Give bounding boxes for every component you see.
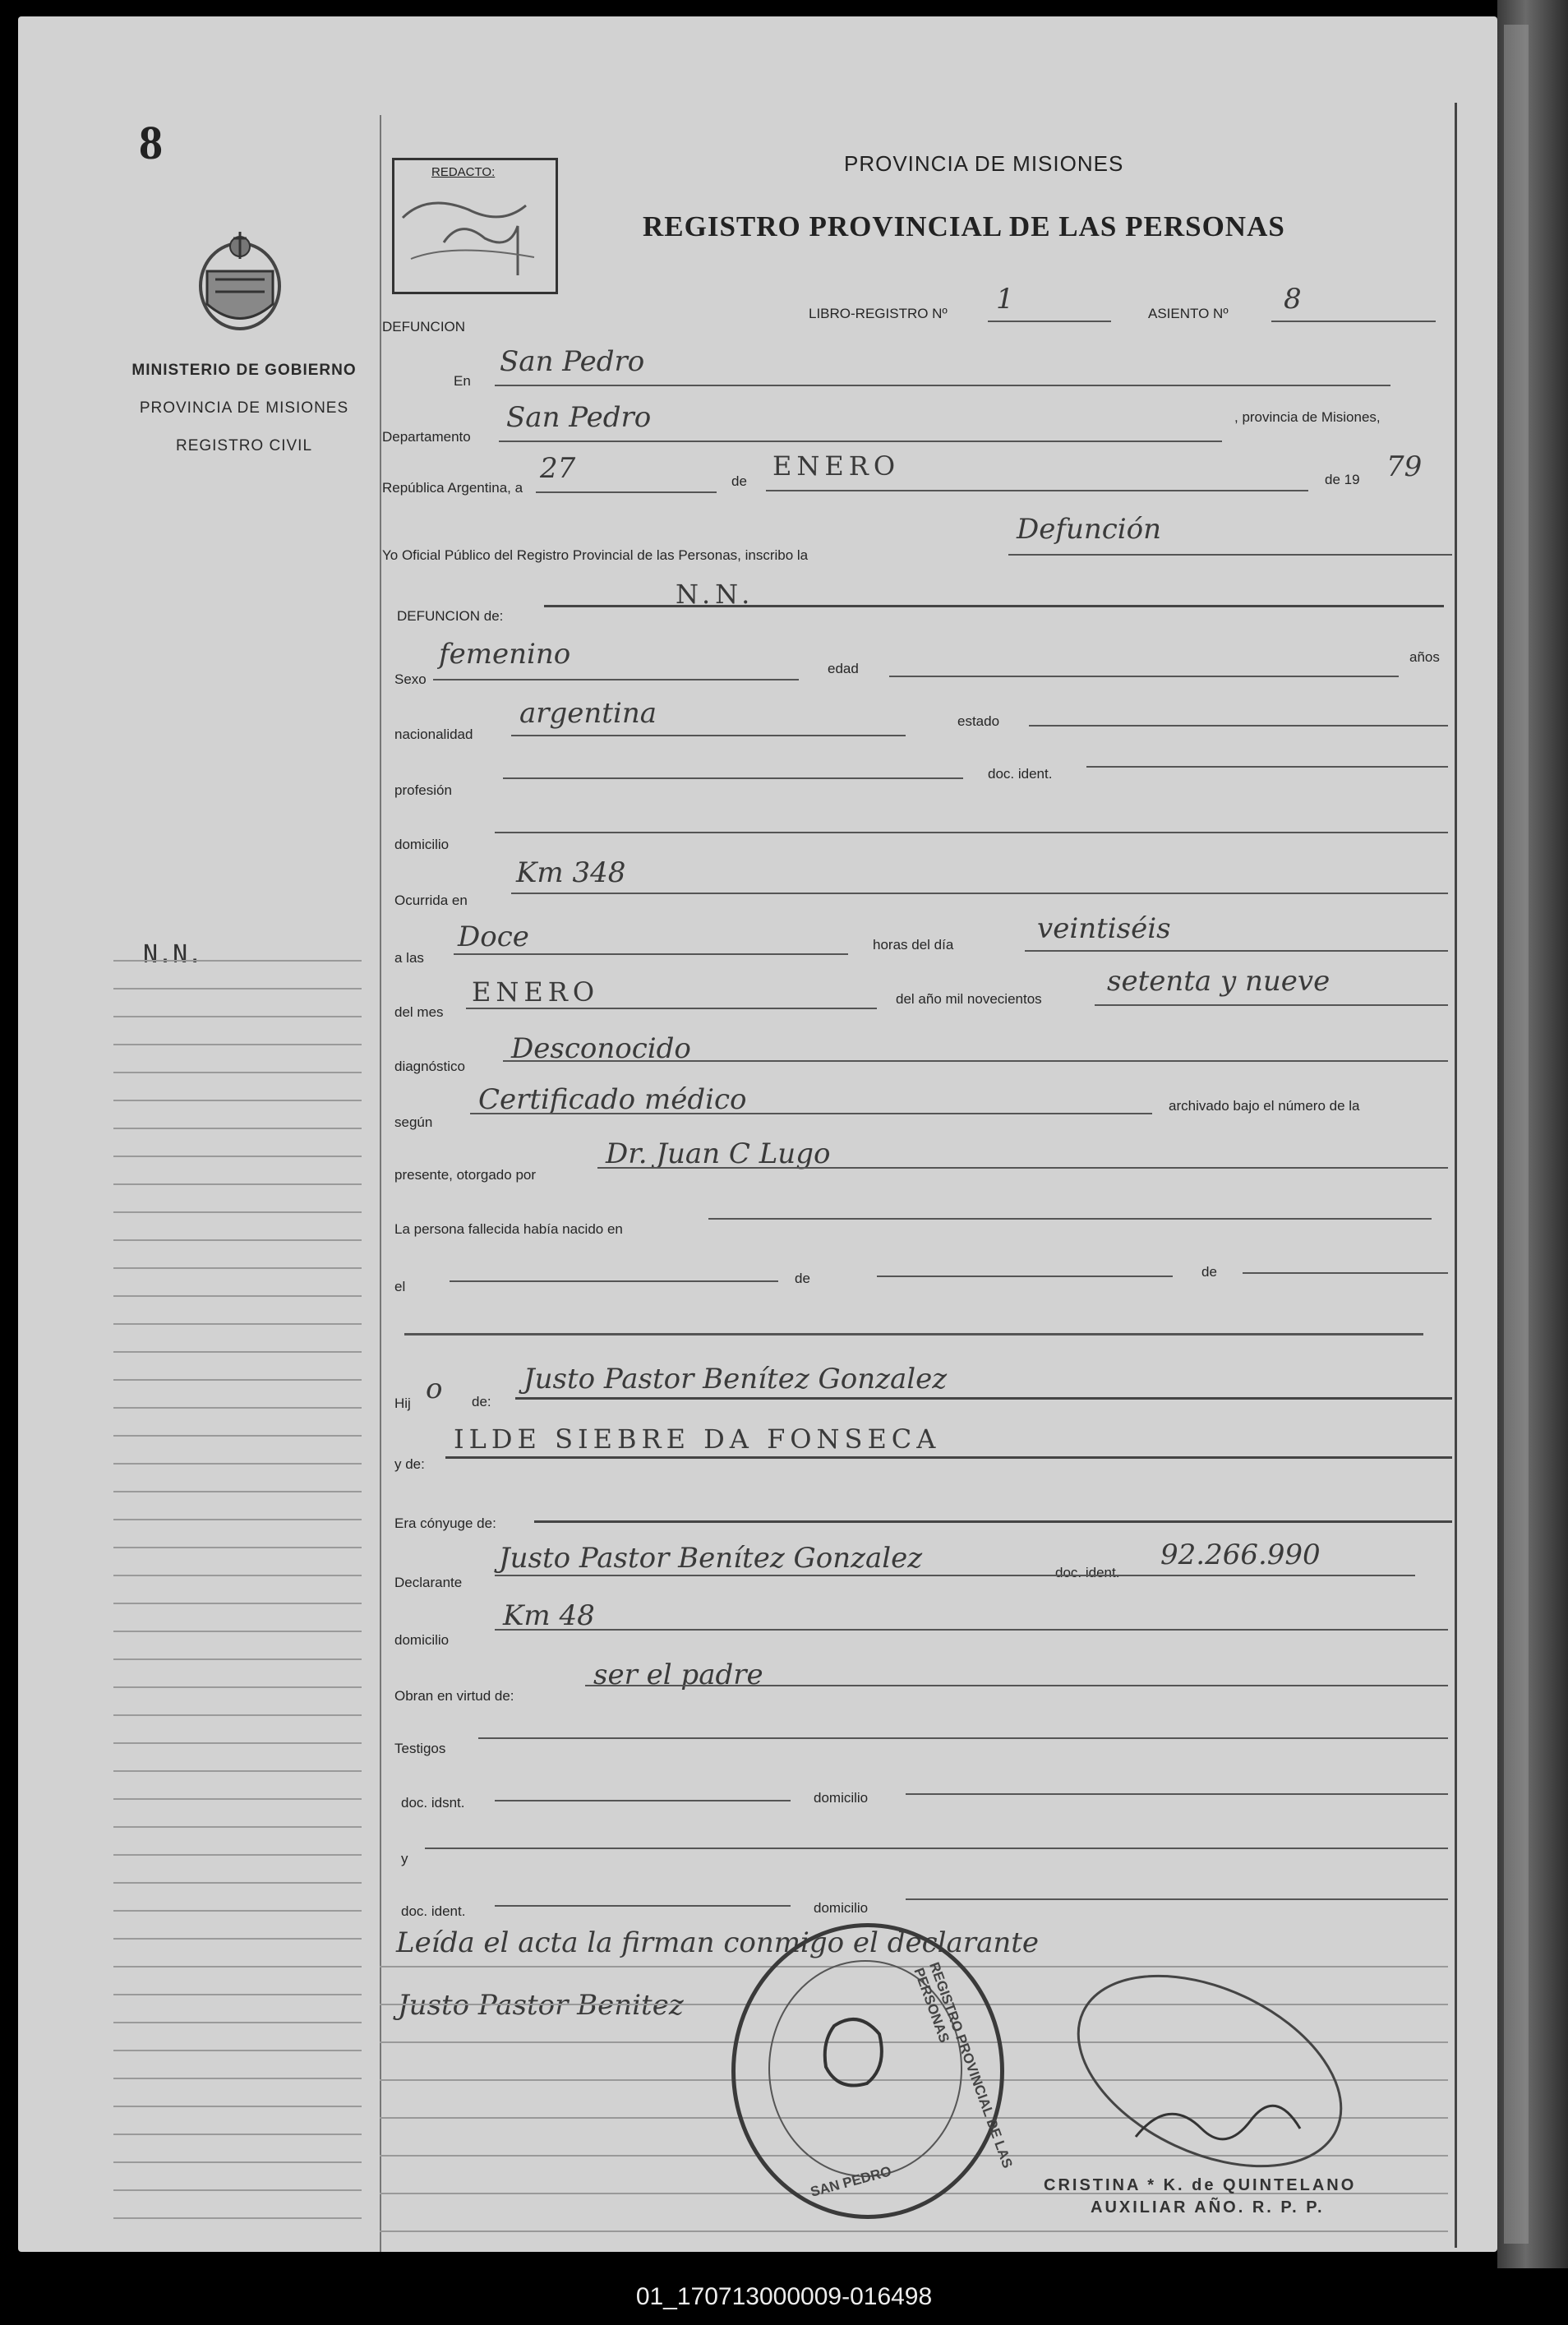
y-de-label: y de: xyxy=(394,1456,425,1472)
doc-idsnt-label: doc. idsnt. xyxy=(401,1795,465,1811)
margin-line xyxy=(113,1714,362,1716)
margin-line xyxy=(113,2078,362,2079)
ministry-block xyxy=(100,352,388,465)
anio-texto-line xyxy=(1095,1004,1448,1006)
coat-of-arms-icon xyxy=(182,222,297,337)
leida-note: Leída el acta la firman conmigo el declarante xyxy=(396,1926,1040,1959)
margin-line xyxy=(113,1798,362,1800)
margin-line xyxy=(113,2189,362,2191)
register-page xyxy=(18,16,1497,2252)
margin-line xyxy=(113,2050,362,2051)
record-type-label: DEFUNCION xyxy=(382,319,466,334)
dia-texto-line xyxy=(1025,950,1448,952)
page-edge xyxy=(1504,25,1529,2244)
margin-line xyxy=(113,1910,362,1912)
declarante-line xyxy=(495,1575,1415,1576)
anio-texto-value: setenta y nueve xyxy=(1107,965,1330,998)
margin-line xyxy=(113,1491,362,1492)
asiento-line xyxy=(1271,321,1436,322)
ocurrida-line xyxy=(511,893,1448,894)
el-de-label: de xyxy=(795,1271,810,1286)
stamp-center-text: SAN PEDRO xyxy=(809,2163,893,2200)
conyuge-line xyxy=(534,1520,1452,1523)
padre-line xyxy=(515,1397,1452,1400)
hij-suffix: o xyxy=(426,1372,443,1405)
inscribo-line xyxy=(1008,554,1452,556)
el-de2-label: de xyxy=(1201,1264,1217,1280)
padre-de-label: de: xyxy=(472,1394,491,1409)
declarante-doc-value: 92.266.990 xyxy=(1160,1538,1321,1571)
image-caption: 01_170713000009-016498 xyxy=(635,2283,933,2310)
padre-value: Justo Pastor Benítez Gonzalez xyxy=(523,1363,948,1395)
libro-line xyxy=(988,321,1111,322)
declarante-domicilio-value: Km 48 xyxy=(503,1599,595,1632)
del-ano-label: del año mil novecientos xyxy=(896,991,1042,1007)
declarante-value: Justo Pastor Benítez Gonzalez xyxy=(499,1542,923,1575)
ministry-name: MINISTERIO DE GOBIERNO xyxy=(131,362,357,379)
archivado-label: archivado bajo el número de la xyxy=(1169,1098,1360,1114)
segun-line xyxy=(470,1113,1152,1114)
inscribo-value: Defunción xyxy=(1017,513,1162,546)
nacido-en-label: La persona fallecida había nacido en xyxy=(394,1221,623,1237)
margin-line xyxy=(113,1267,362,1269)
asiento-label: ASIENTO Nº xyxy=(1148,306,1229,321)
doc-idsnt-line xyxy=(495,1800,791,1801)
declarante-firma: Justo Pastor Benitez xyxy=(398,1989,684,2022)
diagnostico-label: diagnóstico xyxy=(394,1059,466,1074)
margin-line xyxy=(113,2022,362,2023)
conyuge-label: Era cónyuge de: xyxy=(394,1515,496,1531)
madre-line xyxy=(445,1456,1452,1459)
page-number: 8 xyxy=(139,116,163,169)
a-las-label: a las xyxy=(394,950,424,966)
departamento-label: Departamento xyxy=(382,429,471,445)
margin-line xyxy=(113,2217,362,2219)
margin-line xyxy=(113,2161,362,2163)
margin-line xyxy=(113,1156,362,1157)
margin-line xyxy=(113,1742,362,1744)
margin-line xyxy=(113,988,362,990)
estado-label: estado xyxy=(957,713,1000,729)
obran-label: Obran en virtud de: xyxy=(394,1688,514,1704)
madre-value: ILDE SIEBRE DA FONSECA xyxy=(454,1423,941,1455)
margin-ruled-lines xyxy=(113,960,362,2245)
diagnostico-line xyxy=(503,1060,1448,1062)
margin-line xyxy=(113,1966,362,1967)
domicilio2-line xyxy=(495,1629,1448,1631)
year-value: 79 xyxy=(1386,450,1423,483)
diagnostico-value: Desconocido xyxy=(511,1032,691,1065)
y-label: y xyxy=(401,1851,408,1866)
defuncion-de-label: DEFUNCION de: xyxy=(397,608,504,624)
dia-texto-value: veintiséis xyxy=(1037,912,1171,945)
stamp-emblem-icon xyxy=(736,1927,1000,2215)
margin-line xyxy=(113,2106,362,2107)
defuncion-de-value: N.N. xyxy=(676,579,755,610)
domicilio3-label: domicilio xyxy=(814,1790,869,1806)
nacionalidad-value: argentina xyxy=(519,697,657,730)
margin-line xyxy=(113,1128,362,1129)
margin-line xyxy=(113,1686,362,1688)
testigos-line xyxy=(478,1737,1448,1739)
official-name: CRISTINA * K. de QUINTELANO xyxy=(1044,2176,1357,2194)
otorgado-value: Dr. Juan C Lugo xyxy=(606,1137,831,1170)
obran-value: ser el padre xyxy=(593,1658,763,1691)
y-line xyxy=(425,1848,1448,1849)
margin-line xyxy=(113,1994,362,1995)
ministry-province: PROVINCIA DE MISIONES xyxy=(139,399,349,417)
republica-label: República Argentina, a xyxy=(382,480,523,496)
departamento-line xyxy=(499,441,1222,442)
declarante-doc-label: doc. ident. xyxy=(1055,1565,1120,1580)
nacido-en-line xyxy=(708,1218,1432,1220)
margin-line xyxy=(113,1072,362,1073)
margin-rule xyxy=(380,115,381,2252)
profesion-label: profesión xyxy=(394,782,452,798)
header-province: PROVINCIA DE MISIONES xyxy=(844,151,1124,176)
ocurrida-label: Ocurrida en xyxy=(394,893,468,908)
dia-value: 27 xyxy=(540,452,576,485)
dia-line xyxy=(536,491,717,493)
right-border-rule xyxy=(1455,103,1457,2248)
margin-line xyxy=(113,1658,362,1660)
margin-line xyxy=(113,1603,362,1604)
sexo-line xyxy=(433,679,799,680)
margin-line xyxy=(113,1016,362,1017)
mes2-value: ENERO xyxy=(472,976,600,1008)
margin-line xyxy=(113,1463,362,1465)
hora-value: Doce xyxy=(458,920,529,953)
asiento-value: 8 xyxy=(1284,283,1302,316)
margin-line xyxy=(113,1044,362,1045)
el-line xyxy=(450,1280,778,1282)
el-de2-line xyxy=(1243,1272,1448,1274)
margin-line xyxy=(113,1519,362,1520)
testigos-label: Testigos xyxy=(394,1741,446,1756)
hij-label: Hij xyxy=(394,1395,411,1411)
del-mes-label: del mes xyxy=(394,1004,444,1020)
margin-line xyxy=(113,1407,362,1409)
nacionalidad-label: nacionalidad xyxy=(394,727,473,742)
redacto-label: REDACTO: xyxy=(431,165,496,179)
otorgado-line xyxy=(597,1167,1448,1169)
year-label: de 19 xyxy=(1325,472,1360,487)
en-line xyxy=(495,385,1390,386)
margin-line xyxy=(113,1379,362,1381)
domicilio4-label: domicilio xyxy=(814,1900,869,1916)
margin-line xyxy=(113,1770,362,1772)
oficial-label: Yo Oficial Público del Registro Provincial de las Personas, inscribo la xyxy=(382,547,809,563)
libro-value: 1 xyxy=(996,283,1014,316)
margin-line xyxy=(113,1631,362,1632)
redacto-signature xyxy=(394,160,551,284)
nacionalidad-line xyxy=(511,735,906,736)
hora-line xyxy=(454,953,848,955)
domicilio4-line xyxy=(906,1898,1448,1900)
margin-line xyxy=(113,1323,362,1325)
margin-line xyxy=(113,1100,362,1101)
en-value: San Pedro xyxy=(500,345,645,378)
margin-line xyxy=(113,1435,362,1437)
mes2-line xyxy=(466,1008,877,1009)
margin-line xyxy=(113,1211,362,1213)
mes-line xyxy=(766,490,1308,491)
presente-label: presente, otorgado por xyxy=(394,1167,537,1183)
anos-label: años xyxy=(1409,649,1440,665)
official-signature xyxy=(1062,1972,1374,2186)
margin-line xyxy=(113,960,362,962)
sexo-label: Sexo xyxy=(394,671,427,687)
edad-line xyxy=(889,676,1399,677)
provincia-label: , provincia de Misiones, xyxy=(1234,409,1381,425)
ocurrida-value: Km 348 xyxy=(516,856,626,889)
margin-line xyxy=(113,1547,362,1548)
margin-line xyxy=(113,1826,362,1828)
domicilio3-line xyxy=(906,1793,1448,1795)
margin-line xyxy=(113,1882,362,1884)
mes-value: ENERO xyxy=(772,450,901,482)
margin-line xyxy=(113,1854,362,1856)
segun-label: según xyxy=(394,1114,433,1130)
departamento-value: San Pedro xyxy=(506,401,652,434)
blank-line xyxy=(404,1333,1423,1335)
en-label: En xyxy=(454,373,471,389)
margin-line xyxy=(113,1239,362,1241)
doc-ident-line xyxy=(1086,766,1448,768)
el-label: el xyxy=(394,1279,406,1294)
margin-line xyxy=(113,1575,362,1576)
signature-area-line xyxy=(380,2230,1448,2232)
doc-ident3-line xyxy=(495,1905,791,1907)
segun-value: Certificado médico xyxy=(478,1083,747,1116)
official-role: AUXILIAR AÑO. R. P. P. xyxy=(1091,2198,1325,2217)
margin-line xyxy=(113,1183,362,1185)
mes-de-label: de xyxy=(731,473,747,489)
stamp-ring-text: REGISTRO PROVINCIAL DE LAS PERSONAS xyxy=(911,1960,1016,2170)
horas-del-dia-label: horas del día xyxy=(873,937,954,953)
margin-note: N.N. xyxy=(143,940,203,969)
sexo-value: femenino xyxy=(439,638,571,671)
ministry-office: REGISTRO CIVIL xyxy=(175,437,313,454)
profesion-line xyxy=(503,777,963,779)
declarante-label: Declarante xyxy=(394,1575,463,1590)
doc-ident-label: doc. ident. xyxy=(988,766,1053,782)
el-de-line xyxy=(877,1276,1173,1277)
header-registry: REGISTRO PROVINCIAL DE LAS PERSONAS xyxy=(643,210,1285,242)
official-stamp xyxy=(731,1923,1016,2219)
margin-line xyxy=(113,1351,362,1353)
obran-line xyxy=(585,1685,1448,1686)
margin-line xyxy=(113,1295,362,1297)
doc-ident3-label: doc. ident. xyxy=(401,1903,466,1919)
domicilio-line xyxy=(495,832,1448,833)
libro-label: LIBRO-REGISTRO Nº xyxy=(809,306,948,321)
margin-line xyxy=(113,2134,362,2135)
margin-line xyxy=(113,1938,362,1940)
redacto-box xyxy=(392,158,558,294)
domicilio-label: domicilio xyxy=(394,837,450,852)
estado-line xyxy=(1029,725,1448,727)
edad-label: edad xyxy=(828,661,859,676)
domicilio2-label: domicilio xyxy=(394,1632,450,1648)
